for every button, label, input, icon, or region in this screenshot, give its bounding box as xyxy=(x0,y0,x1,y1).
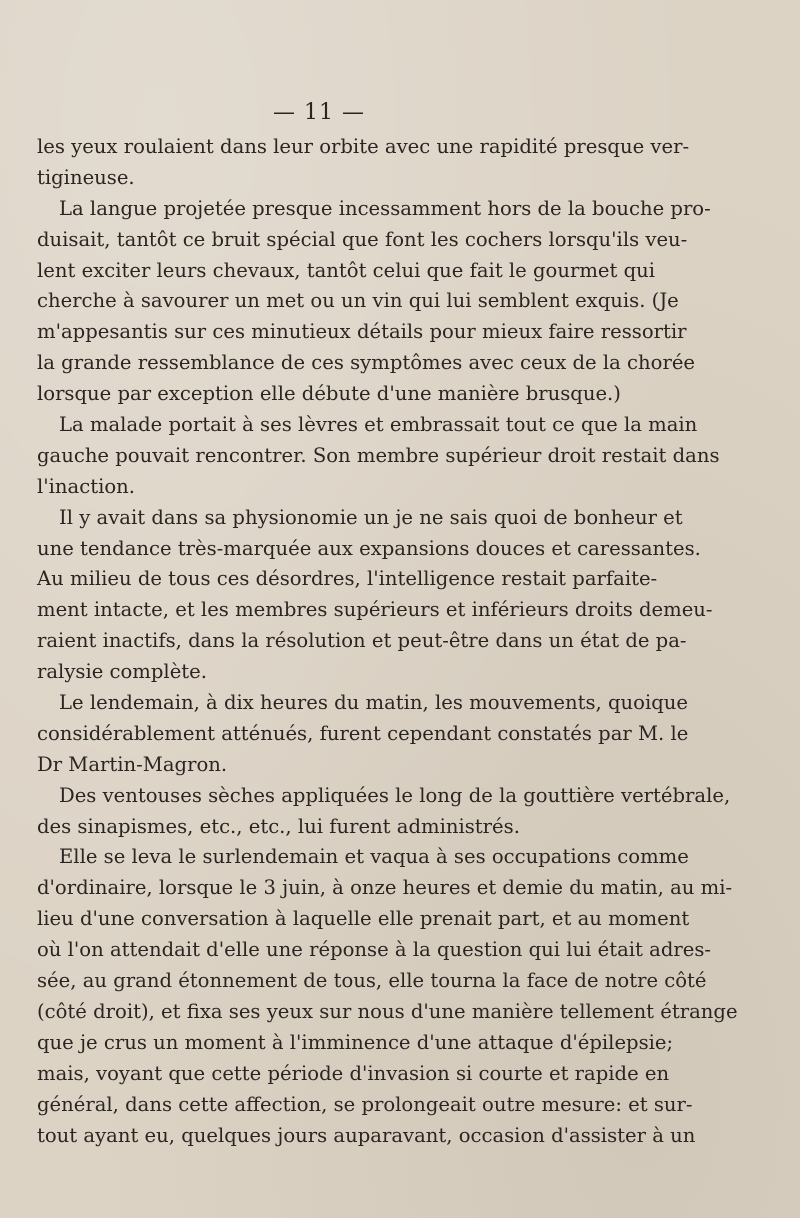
text-line: Elle se leva le surlendemain et vaqua à ses occupations comme xyxy=(59,845,689,869)
text-line: lent exciter leurs chevaux, tantôt celui que fait le gourmet qui xyxy=(37,258,656,282)
text-line: général, dans cette affection, se prolongeait outre mesure: et sur- xyxy=(37,1092,693,1116)
text-line: Dr Martin-Magron. xyxy=(37,752,228,776)
text-line: d'ordinaire, lorsque le 3 juin, à onze heures et demie du matin, au mi- xyxy=(37,876,733,900)
text-line: lorsque par exception elle débute d'une manière brusque.) xyxy=(37,382,621,406)
text-line: Au milieu de tous ces désordres, l'intelligence restait parfaite- xyxy=(37,567,658,591)
text-line: considérablement atténués, furent cependant constatés par M. le xyxy=(37,721,689,745)
text-line: Le lendemain, à dix heures du matin, les mouvements, quoique xyxy=(59,691,688,715)
body-text xyxy=(37,132,738,1151)
text-line: la grande ressemblance de ces symptômes avec ceux de la chorée xyxy=(37,351,696,375)
text-line: Des ventouses sèches appliquées le long de la gouttière vertébrale, xyxy=(59,783,731,807)
text-line: ralysie complète. xyxy=(37,660,207,684)
text-line: où l'on attendait d'elle une réponse à la question qui lui était adres- xyxy=(37,938,712,962)
text-line: les yeux roulaient dans leur orbite avec une rapidité presque ver- xyxy=(37,135,690,158)
text-line: m'appesantis sur ces minutieux détails pour mieux faire ressortir xyxy=(37,320,687,344)
text-line: La langue projetée presque incessamment hors de la bouche pro- xyxy=(59,196,711,220)
text-line: tigineuse. xyxy=(37,165,135,189)
text-line: que je crus un moment à l'imminence d'une attaque d'épilepsie; xyxy=(37,1030,674,1054)
text-line: des sinapismes, etc., etc., lui furent administrés. xyxy=(37,814,520,838)
text-line: ment intacte, et les membres supérieurs et inférieurs droits demeu- xyxy=(37,598,713,622)
text-line: l'inaction. xyxy=(37,474,135,498)
text-line: lieu d'une conversation à laquelle elle prenait part, et au moment xyxy=(37,907,690,931)
text-line: une tendance très-marquée aux expansions douces et caressantes. xyxy=(37,536,701,560)
page-number: — 11 — xyxy=(273,100,365,125)
text-line: gauche pouvait rencontrer. Son membre supérieur droit restait dans xyxy=(37,443,720,467)
text-line: duisait, tantôt ce bruit spécial que font les cochers lorsqu'ils veu- xyxy=(37,227,688,251)
text-line: La malade portait à ses lèvres et embrassait tout ce que la main xyxy=(59,413,698,437)
text-line: raient inactifs, dans la résolution et peut-être dans un état de pa- xyxy=(37,629,687,653)
text-line: Il y avait dans sa physionomie un je ne sais quoi de bonheur et xyxy=(59,505,683,529)
text-line: cherche à savourer un met ou un vin qui lui semblent exquis. (Je xyxy=(37,289,679,313)
text-line: sée, au grand étonnement de tous, elle tourna la face de notre côté xyxy=(37,969,707,993)
text-line: (côté droit), et fixa ses yeux sur nous d'une manière tellement étrange xyxy=(37,999,738,1023)
text-line: mais, voyant que cette période d'invasion si courte et rapide en xyxy=(37,1061,670,1085)
text-line: tout ayant eu, quelques jours auparavant, occasion d'assister à un xyxy=(37,1123,696,1147)
